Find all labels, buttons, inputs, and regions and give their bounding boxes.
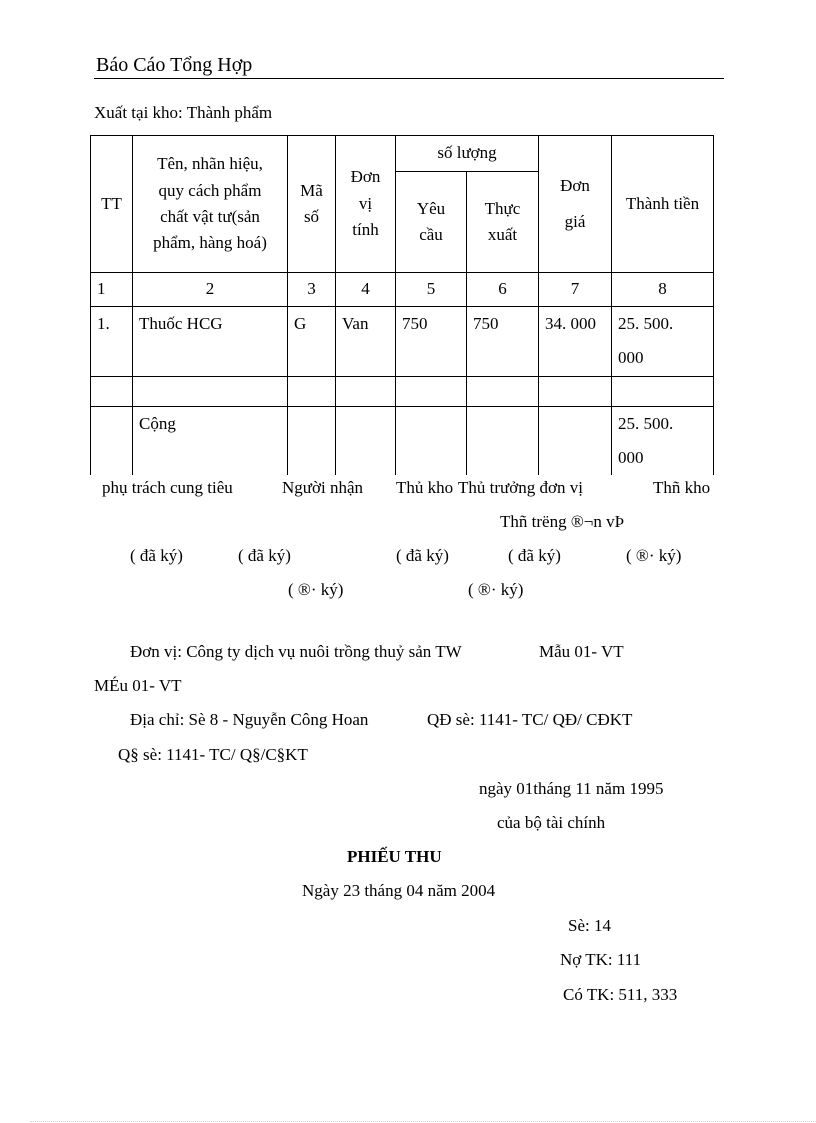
signed-mark: ( đã ký) — [396, 546, 449, 565]
company-line: Đơn vị: Công ty dịch vụ nuôi trồng thuỷ sản TW — [130, 642, 462, 661]
header-thanh-tien: Thành tiền — [612, 136, 714, 273]
total-row — [91, 407, 714, 476]
form-code: Mẫu 01- VT — [539, 642, 624, 661]
cell-thuc-xuat: 750 — [467, 307, 539, 377]
cell-yeu-cau: 750 — [396, 307, 467, 377]
form-code-garbled: MÉu 01- VT — [94, 676, 182, 695]
header-so-luong: số lượng — [396, 136, 539, 172]
credit-account: Có TK: 511, 333 — [563, 985, 678, 1004]
cell-thanh-tien: 25. 500. 000 — [612, 307, 714, 377]
header-tt: TT — [91, 136, 133, 273]
role-thu-truong-garbled: Thñ trëng ®¬n vÞ — [500, 512, 625, 531]
cell-tt: 1. — [91, 307, 133, 377]
empty-row — [91, 377, 714, 407]
decision-date: ngày 01tháng 11 năm 1995 — [479, 779, 664, 798]
warehouse-line: Xuất tại kho: Thành phẩm — [94, 103, 273, 122]
signed-mark: ( ®· ký) — [288, 580, 344, 599]
cell-ten: Thuốc HCG — [133, 307, 288, 377]
total-amount: 25. 500. 000 — [612, 407, 714, 476]
inventory-table — [90, 135, 714, 475]
address-line: Địa chỉ: Sè 8 - Nguyễn Công Hoan — [130, 710, 369, 729]
decision-line-garbled: Q§ sè: 1141- TC/ Q§/C§KT — [118, 745, 308, 764]
receipt-number: Sè: 14 — [568, 916, 611, 935]
header-divider — [94, 78, 724, 79]
total-label: Cộng — [133, 407, 288, 476]
index-cell: 8 — [612, 273, 714, 307]
page-title: Báo Cáo Tổng Hợp — [96, 54, 253, 76]
header-ma-so: Mã số — [288, 136, 336, 273]
index-cell: 1 — [91, 273, 133, 307]
index-cell: 3 — [288, 273, 336, 307]
signed-mark: ( đã ký) — [130, 546, 183, 565]
role-phu-trach: phụ trách cung tiêu — [102, 478, 233, 497]
role-nguoi-nhan: Người nhận — [282, 478, 363, 497]
index-cell: 5 — [396, 273, 467, 307]
header-don-vi: Đơn vị tính — [336, 136, 396, 273]
header-yeu-cau: Yêu cầu — [396, 172, 467, 273]
signed-mark: ( đã ký) — [238, 546, 291, 565]
role-thu-kho-2: Thñ kho — [653, 478, 711, 497]
index-cell: 4 — [336, 273, 396, 307]
index-cell: 2 — [133, 273, 288, 307]
index-cell: 7 — [539, 273, 612, 307]
role-thu-truong: Thủ trưởng đơn vị — [458, 478, 583, 497]
receipt-title: PHIẾU THU — [347, 847, 442, 866]
cell-don-vi: Van — [336, 307, 396, 377]
index-cell: 6 — [467, 273, 539, 307]
signed-mark: ( ®· ký) — [626, 546, 682, 565]
ministry-line: của bộ tài chính — [497, 813, 606, 832]
cell-don-gia: 34. 000 — [539, 307, 612, 377]
table-row — [91, 307, 714, 377]
receipt-date: Ngày 23 tháng 04 năm 2004 — [302, 881, 496, 900]
header-don-gia: Đơn giá — [539, 136, 612, 273]
signed-mark: ( đã ký) — [508, 546, 561, 565]
index-row — [91, 273, 714, 307]
header-thuc-xuat: Thực xuất — [467, 172, 539, 273]
role-thu-kho: Thủ kho — [396, 478, 454, 497]
debit-account: Nợ TK: 111 — [560, 950, 642, 969]
cell-ma-so: G — [288, 307, 336, 377]
signed-mark: ( ®· ký) — [468, 580, 524, 599]
page-bottom-divider — [30, 1121, 816, 1122]
header-ten: Tên, nhãn hiệu, quy cách phẩm chất vật tư(sản phẩm, hàng hoá) — [133, 136, 288, 273]
decision-line: QĐ sè: 1141- TC/ QĐ/ CĐKT — [427, 710, 633, 729]
